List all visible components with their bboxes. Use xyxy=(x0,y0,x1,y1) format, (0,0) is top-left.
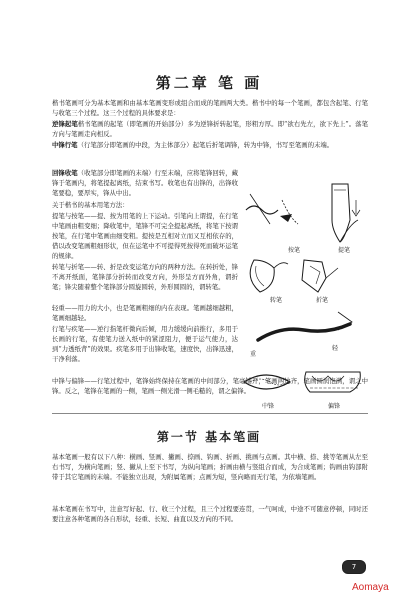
yongbi-intro: 关于楷书的基本用笔方法： xyxy=(52,201,129,209)
section-paragraph-2: 基本笔画在书写中，注意写好起、行、收三个过程，且三个过程要连贯，一气呵成，中途不可随意停顿，同时还要注意各种笔画的各自形状，轻重、长短、曲直以及方向的不同。 xyxy=(52,505,368,523)
zhongfeng-term: 中锋行笔 xyxy=(52,141,78,149)
qibi-term: 逆锋起笔 xyxy=(52,120,78,128)
zhongfeng-figure xyxy=(244,375,290,389)
ti-an-paragraph: 提笔与按笔——提、按为用笔的上下运动。引笔向上谓提，在行笔中笔画由粗变细；降收笔中，笔锋不可完全提起离纸，将笔下按谓按笔，在行笔中笔画由细变粗。提按是互相对立而又互相依存的，借以改变笔画粗细形状，但在运笔中不可提得死按得死而破坏运笔的规律。 xyxy=(52,212,238,260)
qibi-paragraph xyxy=(52,119,368,139)
section-divider xyxy=(52,413,368,414)
qing-zhong-paragraph: 轻重——用力的大小，也是笔画粗细的内在表现。笔画越细越粗，笔画细越轻。 xyxy=(52,304,238,322)
huifeng-term: 回锋收笔 xyxy=(52,169,78,177)
qing-zhong-figure xyxy=(258,312,352,340)
pianfeng-label: 偏锋 xyxy=(328,403,341,410)
zhong-label: 重 xyxy=(250,351,257,358)
page-number: 7 xyxy=(342,560,366,574)
brush-stroke-illustrations xyxy=(240,180,368,416)
qibi-text: 楷书笔画的起笔（即笔画的开始部分）多为逆锋折转起笔，形粗方厚。即“欲右先左，欲下先上”。落笔方向与笔画走向相反。 xyxy=(52,120,368,138)
intro-paragraph: 楷书笔画可分为基本笔画和由基本笔画变形或组合而成的笔画两大类。楷书中的每一个笔画，都包含起笔、行笔与收笔三个过程。这三个过程的具体要求是： xyxy=(52,99,368,117)
ti-bi-label: 提笔 xyxy=(338,247,351,254)
zhong-pian-paragraph: 中锋与偏锋——行笔过程中，笔锋始终保持在笔画的中间部分，笔毫铺开，笔画两边齐，笔画圆润饱满，谓之中锋。反之，笔锋在笔画的一侧，笔画一侧光滑一侧毛糙的，谓之偏锋。 xyxy=(52,377,368,395)
zhongfeng-label: 中锋 xyxy=(262,403,275,410)
section-paragraph-1: 基本笔画一般有以下八种：横画、竖画、撇画、捺画、钩画、折画、挑画与点画。其中横、捺、挑等笔画从左至右书写，为横向笔画；竖、撇从上至下书写，为纵向笔画；折画由横与竖组合而成，为合成笔画；钩画由钩部附带于其它笔画的末端。不能独立出现，为附属笔画；点画为短，竖向略而无行笔，为依墙笔画。 xyxy=(52,453,368,481)
brush-diagram-svg xyxy=(240,180,368,416)
zhe-bi-figure xyxy=(302,260,338,292)
zhongfeng-paragraph xyxy=(52,140,368,150)
zhuan-bi-figure xyxy=(250,260,288,292)
huifeng-text: （收笔部分即笔画的末端）行至末端，应将笔锋回转，藏锋于笔画内，将笔提起离纸，结束书写。收笔也有出锋的，出锋收笔要稳，要厚实，锋从中出。 xyxy=(52,169,239,197)
watermark: Aomaya xyxy=(352,582,389,593)
chapter-title: 第二章 笔 画 xyxy=(155,74,263,92)
pianfeng-figure xyxy=(305,372,361,392)
ti-bi-figure xyxy=(332,184,360,242)
zhuan-zhe-paragraph: 转笔与折笔——转、折是改变运笔方向的两种方法。在转折处，锋不离开纸面，笔锋部分折转而改变方向，外形呈方而外角，谓折笔；锋尖随着整个笔锋部分圆旋圆转，外形圆圆的，谓转笔。 xyxy=(52,263,238,291)
zhe-bi-label: 折笔 xyxy=(316,297,329,304)
qing-label: 轻 xyxy=(332,345,339,352)
an-bi-label: 按笔 xyxy=(288,247,301,254)
xing-liu-paragraph: 行笔与疾笔——逆行指笔杆微向后倾，用力缓缓向前推行，多用于长画的行笔，有使笔力送入纸中的紧涩阻力，便于运气使力，达到“力透纸背”的效果。疾笔多用于出锋收笔，速度快，出锋迅速，干净利落。 xyxy=(52,325,238,363)
zhongfeng-text: （行笔部分即笔画的中段，为主体部分）起笔后折笔调锋，转为中锋，书写至笔画的末端。 xyxy=(77,141,334,149)
zhuan-bi-label: 转笔 xyxy=(270,297,283,304)
huifeng-paragraph xyxy=(52,168,238,198)
section-title: 第一节 基本笔画 xyxy=(156,430,262,444)
an-bi-figure xyxy=(246,194,298,224)
